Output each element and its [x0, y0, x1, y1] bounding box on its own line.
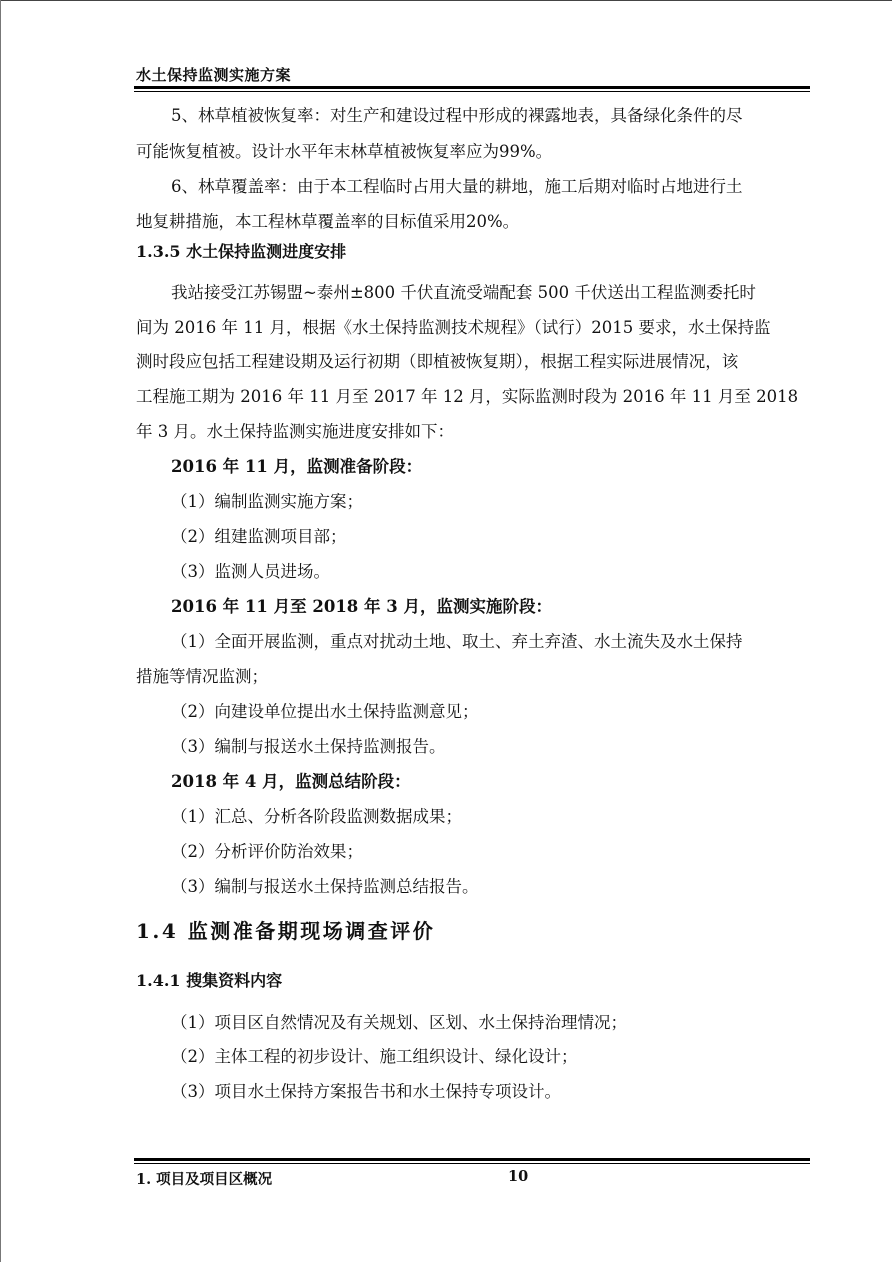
heading-1-4-1: 1.4.1 搜集资料内容 [136, 971, 283, 990]
heading-1-4: 1.4 监测准备期现场调查评价 [136, 919, 436, 943]
page-number: 10 [508, 1168, 529, 1185]
page-edge-top [0, 0, 892, 1]
list-item: （1）全面开展监测，重点对扰动土地、取土、弃土弃渣、水土流失及水土保持 [171, 632, 743, 651]
list-item: （3）项目水土保持方案报告书和水土保持专项设计。 [171, 1082, 561, 1101]
intro-line-2: 间为 2016 年 11 月，根据《水土保持监测技术规程》（试行）2015 要求，水土保持监 [136, 318, 771, 337]
list-item: （3）编制与报送水土保持监测报告。 [171, 737, 446, 756]
page-edge-left [0, 0, 1, 1262]
header-rule-thin [134, 91, 810, 92]
running-header-title: 水土保持监测实施方案 [136, 66, 292, 84]
paragraph-6-line-1: 6、林草覆盖率：由于本工程临时占用大量的耕地，施工后期对临时占地进行土 [171, 177, 743, 196]
intro-line-1: 我站接受江苏锡盟~泰州±800 千伏直流受端配套 500 千伏送出工程监测委托时 [171, 283, 756, 302]
intro-line-3: 测时段应包括工程建设期及运行初期（即植被恢复期），根据工程实际进展情况，该 [136, 352, 739, 371]
list-item: （3）编制与报送水土保持监测总结报告。 [171, 877, 479, 896]
list-item-continuation: 措施等情况监测； [136, 667, 268, 686]
list-item: （2）分析评价防治效果； [171, 842, 363, 861]
heading-1-3-5: 1.3.5 水土保持监测进度安排 [136, 242, 347, 261]
list-item: （1）项目区自然情况及有关规划、区划、水土保持治理情况； [171, 1013, 627, 1032]
list-item: （2）组建监测项目部； [171, 527, 347, 546]
footer-rule-thin [134, 1163, 810, 1164]
list-item: （3）监测人员进场。 [171, 562, 330, 581]
paragraph-6-line-2: 地复耕措施，本工程林草覆盖率的目标值采用20%。 [136, 212, 520, 231]
paragraph-5-line-1: 5、林草植被恢复率：对生产和建设过程中形成的裸露地表，具备绿化条件的尽 [171, 106, 743, 125]
stage-preparation-heading: 2016 年 11 月，监测准备阶段： [171, 457, 423, 476]
header-rule-thick [134, 86, 810, 89]
stage-implementation-heading: 2016 年 11 月至 2018 年 3 月，监测实施阶段： [171, 597, 552, 616]
list-item: （2）向建设单位提出水土保持监测意见； [171, 702, 479, 721]
footer-section-title: 1. 项目及项目区概况 [136, 1171, 273, 1188]
footer-rule-thick [134, 1158, 810, 1161]
intro-line-5: 年 3 月。水土保持监测实施进度安排如下： [136, 422, 454, 441]
list-item: （1）编制监测实施方案； [171, 492, 363, 511]
intro-line-4: 工程施工期为 2016 年 11 月至 2017 年 12 月，实际监测时段为 2016 年 11 月至 2018 [136, 387, 799, 406]
list-item: （2）主体工程的初步设计、施工组织设计、绿化设计； [171, 1047, 578, 1066]
list-item: （1）汇总、分析各阶段监测数据成果； [171, 807, 462, 826]
paragraph-5-line-2: 可能恢复植被。设计水平年末林草植被恢复率应为99%。 [136, 142, 553, 161]
stage-summary-heading: 2018 年 4 月，监测总结阶段： [171, 772, 411, 791]
